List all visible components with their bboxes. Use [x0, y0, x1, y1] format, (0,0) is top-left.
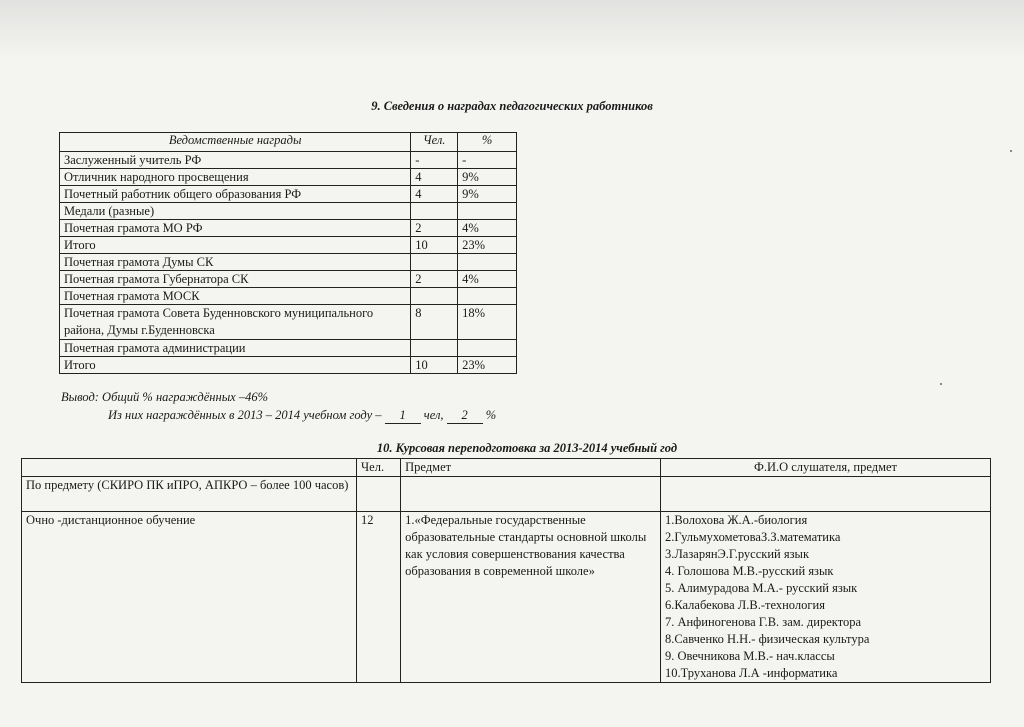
courses-header-count: Чел.: [357, 459, 401, 477]
award-count: 10: [411, 357, 458, 374]
award-percent: 23%: [458, 357, 517, 374]
scan-shadow: [0, 0, 1024, 60]
awards-table: [59, 132, 517, 374]
awards-row: [60, 237, 517, 254]
award-percent: [458, 254, 517, 271]
listener-item: 8.Савченко Н.Н.- физическая культура: [664, 632, 870, 646]
listener-item: 5. Алимурадова М.А.- русский язык: [664, 581, 858, 595]
conclusion-current-year-suffix: %: [482, 408, 497, 422]
award-percent: [458, 340, 517, 357]
award-name: Почетная грамота Думы СК: [60, 254, 411, 271]
award-name: Почетная грамота МО РФ: [60, 220, 411, 237]
award-count: 4: [411, 186, 458, 203]
awards-row: [60, 203, 517, 220]
awards-row: [60, 288, 517, 305]
courses-header-subject: Предмет: [401, 459, 661, 477]
conclusion-current-year-mid: чел,: [420, 408, 447, 422]
scan-speck: [1010, 150, 1012, 152]
listener-item: 10.Труханова Л.А -информатика: [664, 666, 838, 680]
courses-row: [22, 477, 991, 512]
listener-item: 7. Анфиногенова Г.В. зам. директора: [664, 615, 862, 629]
courses-row2-subject: 1.«Федеральные государственные образовательные стандарты основной школы как условия совершенствования качества образования в современной школе»: [401, 512, 661, 683]
awards-row: [60, 186, 517, 203]
award-percent: 18%: [458, 305, 517, 340]
awards-header-count: Чел.: [411, 133, 458, 152]
section10-title: 10. Курсовая переподготовка за 2013-2014 учебный год: [376, 441, 678, 455]
award-name: Почетная грамота администрации: [60, 340, 411, 357]
awards-header-percent: %: [458, 133, 517, 152]
courses-row1-listeners: [660, 477, 990, 512]
award-count: -: [411, 152, 458, 169]
award-count: 10: [411, 237, 458, 254]
courses-row: [22, 512, 991, 683]
listener-item: 4. Голошова М.В.-русский язык: [664, 564, 834, 578]
listener-item: 2.ГульмухометоваЗ.З.математика: [664, 530, 841, 544]
award-count: 2: [411, 220, 458, 237]
award-count: [411, 288, 458, 305]
conclusion-percent: 2: [447, 408, 483, 424]
conclusion-current-year-prefix: Из них награждённых в 2013 – 2014 учебном году –: [108, 408, 385, 422]
courses-header-row: [22, 459, 991, 477]
award-name: Итого: [60, 357, 411, 374]
award-percent: 9%: [458, 169, 517, 186]
courses-row2-count: 12: [357, 512, 401, 683]
section9-title: 9. Сведения о наградах педагогических работников: [371, 99, 653, 113]
award-name: Почетная грамота Совета Буденновского муниципального района, Думы г.Буденновска: [60, 305, 411, 340]
awards-row: [60, 220, 517, 237]
awards-row: [60, 271, 517, 288]
courses-header-category: [22, 459, 357, 477]
award-name: Отличник народного просвещения: [60, 169, 411, 186]
listener-item: 3.ЛазарянЭ.Г.русский язык: [664, 547, 810, 561]
courses-row1-subject: [401, 477, 661, 512]
awards-row: [60, 357, 517, 374]
award-percent: 4%: [458, 271, 517, 288]
awards-body: [60, 152, 517, 374]
awards-header-row: [60, 133, 517, 152]
awards-row: [60, 305, 517, 340]
awards-header-award: Ведомственные награды: [60, 133, 411, 152]
courses-row2-category: Очно -дистанционное обучение: [22, 512, 357, 683]
award-percent: 4%: [458, 220, 517, 237]
award-percent: 23%: [458, 237, 517, 254]
award-name: Почетный работник общего образования РФ: [60, 186, 411, 203]
courses-row1-count: [357, 477, 401, 512]
award-name: Медали (разные): [60, 203, 411, 220]
courses-row1-category: По предмету (СКИРО ПК иПРО, АПКРО – более 100 часов): [22, 477, 357, 512]
award-name: Заслуженный учитель РФ: [60, 152, 411, 169]
award-count: [411, 340, 458, 357]
award-name: Итого: [60, 237, 411, 254]
award-name: Почетная грамота Губернатора СК: [60, 271, 411, 288]
listener-item: 1.Волохова Ж.А.-биология: [664, 513, 808, 527]
award-percent: 9%: [458, 186, 517, 203]
awards-row: [60, 152, 517, 169]
award-count: 2: [411, 271, 458, 288]
award-name: Почетная грамота МОСК: [60, 288, 411, 305]
courses-header-listeners: Ф.И.О слушателя, предмет: [660, 459, 990, 477]
award-percent: [458, 203, 517, 220]
award-count: 8: [411, 305, 458, 340]
award-percent: -: [458, 152, 517, 169]
awards-row: [60, 254, 517, 271]
awards-row: [60, 169, 517, 186]
conclusion: Вывод: Общий % награждённых –46%: [61, 390, 269, 404]
awards-row: [60, 340, 517, 357]
award-percent: [458, 288, 517, 305]
courses-row2-listeners: [660, 512, 990, 683]
scan-speck: [940, 383, 942, 385]
listener-item: 6.Калабекова Л.В.-технология: [664, 598, 825, 612]
courses-table: [21, 458, 991, 683]
award-count: [411, 203, 458, 220]
conclusion-count: 1: [385, 408, 421, 424]
award-count: 4: [411, 169, 458, 186]
listener-item: 9. Овечникова М.В.- нач.классы: [664, 649, 835, 663]
conclusion-current-year: [108, 408, 496, 424]
award-count: [411, 254, 458, 271]
